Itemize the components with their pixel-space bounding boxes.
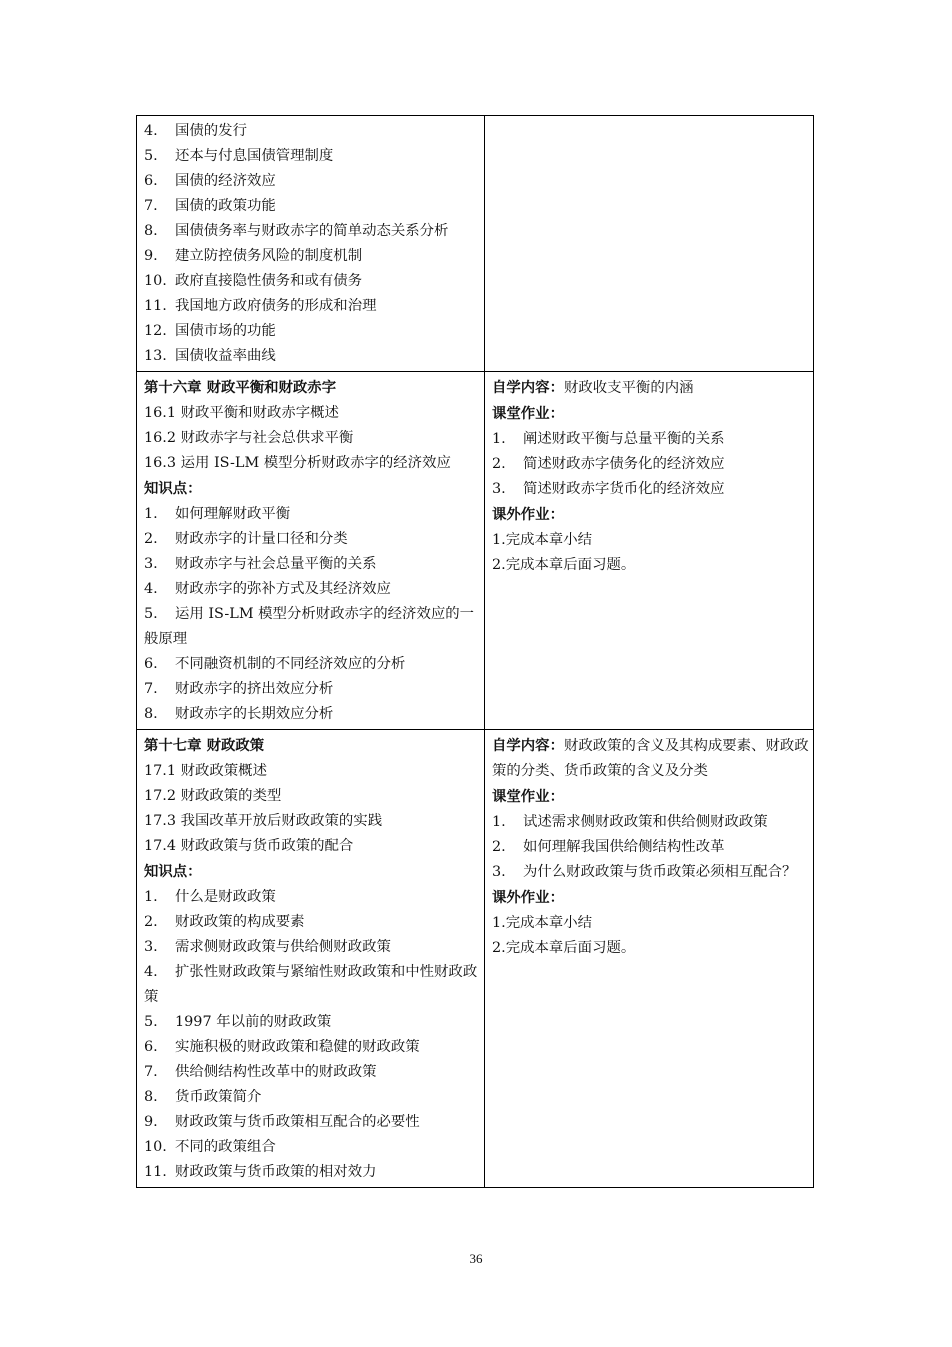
cell-line (144, 319, 481, 344)
cell-line (144, 1085, 481, 1110)
item-number: 9. (144, 1114, 158, 1130)
content-cell (137, 372, 485, 730)
item-number: 4. (144, 964, 158, 980)
cell-line (144, 677, 481, 702)
item-text: 政府直接隐性债务和或有债务 (175, 273, 363, 289)
cell-line (144, 144, 481, 169)
cell-line (492, 784, 810, 810)
item-text: 国债市场的功能 (175, 323, 276, 339)
item-number: 1. (492, 431, 506, 447)
cell-line (144, 1060, 481, 1085)
bold-heading: 课堂作业： (492, 405, 564, 422)
item-number: 12. (144, 323, 167, 339)
cell-line (144, 602, 481, 652)
item-text: 1.完成本章小结 (492, 915, 593, 931)
cell-line (144, 577, 481, 602)
cell-line (144, 169, 481, 194)
cell-line (144, 1035, 481, 1060)
cell-line (144, 375, 481, 401)
cell-line (144, 885, 481, 910)
content-cell (137, 116, 485, 372)
item-text: 不同融资机制的不同经济效应的分析 (175, 656, 406, 672)
item-number: 6. (144, 1039, 158, 1055)
cell-line (144, 652, 481, 677)
bold-heading: 自学内容： (492, 737, 564, 754)
item-number: 8. (144, 706, 158, 722)
cell-line (492, 427, 810, 452)
item-text: 如何理解我国供给侧结构性改革 (523, 839, 725, 855)
cell-line (144, 1110, 481, 1135)
item-number: 3. (492, 481, 506, 497)
item-text: 财政政策与货币政策相互配合的必要性 (175, 1114, 420, 1130)
cell-line (144, 194, 481, 219)
item-number: 11. (144, 1164, 167, 1180)
cell-line (144, 1160, 481, 1185)
item-text: 17.4 财政政策与货币政策的配合 (144, 838, 354, 854)
item-number: 3. (144, 939, 158, 955)
cell-line (492, 528, 810, 553)
item-text: 简述财政赤字货币化的经济效应 (523, 481, 725, 497)
item-text: 国债债务率与财政赤字的简单动态关系分析 (175, 223, 449, 239)
cell-line (144, 759, 481, 784)
item-number: 7. (144, 681, 158, 697)
cell-line (144, 502, 481, 527)
item-number: 5. (144, 1014, 158, 1030)
cell-line (492, 375, 810, 401)
bold-heading: 自学内容： (492, 379, 564, 396)
item-text: 建立防控债务风险的制度机制 (175, 248, 363, 264)
item-text: 财政赤字的弥补方式及其经济效应 (175, 581, 391, 597)
syllabus-table (136, 115, 814, 1188)
item-number: 1. (144, 506, 158, 522)
item-text: 2.完成本章后面习题。 (492, 557, 636, 573)
cell-line (144, 733, 481, 759)
item-text: 财政政策的含义及其构成要素、财政政策的分类、货币政策的含义及分类 (492, 738, 809, 779)
item-text: 什么是财政政策 (175, 889, 276, 905)
page-number: 36 (469, 1251, 483, 1266)
bold-heading: 知识点： (144, 863, 202, 880)
cell-line (144, 1135, 481, 1160)
item-text: 还本与付息国债管理制度 (175, 148, 334, 164)
item-text: 1997 年以前的财政政策 (175, 1014, 332, 1030)
table-row (137, 372, 814, 730)
item-text: 国债的政策功能 (175, 198, 276, 214)
item-number: 10. (144, 1139, 167, 1155)
cell-line (144, 219, 481, 244)
cell-line (144, 960, 481, 1010)
item-text: 财政政策与货币政策的相对效力 (175, 1164, 377, 1180)
item-text: 16.1 财政平衡和财政赤字概述 (144, 405, 339, 421)
item-text: 国债的经济效应 (175, 173, 276, 189)
assignment-cell (485, 116, 814, 372)
cell-line (492, 860, 810, 885)
cell-line (144, 476, 481, 502)
cell-line (144, 451, 481, 476)
item-number: 2. (492, 456, 506, 472)
item-text: 实施积极的财政政策和稳健的财政政策 (175, 1039, 420, 1055)
item-number: 5. (144, 606, 158, 622)
item-text: 财政赤字的计量口径和分类 (175, 531, 348, 547)
assignment-cell (485, 372, 814, 730)
item-text: 财政政策的构成要素 (175, 914, 305, 930)
item-text: 财政收支平衡的内涵 (563, 380, 694, 396)
item-text: 简述财政赤字债务化的经济效应 (523, 456, 725, 472)
cell-line (144, 809, 481, 834)
cell-line (144, 401, 481, 426)
cell-line (144, 910, 481, 935)
bold-heading: 第十六章 财政平衡和财政赤字 (144, 379, 337, 396)
cell-line (492, 401, 810, 427)
item-number: 2. (144, 531, 158, 547)
item-text: 财政赤字的长期效应分析 (175, 706, 334, 722)
item-number: 13. (144, 348, 167, 364)
cell-line (144, 294, 481, 319)
cell-line (144, 552, 481, 577)
bold-heading: 知识点： (144, 480, 202, 497)
item-text: 17.3 我国改革开放后财政政策的实践 (144, 813, 383, 829)
syllabus-table-body (137, 116, 814, 1188)
item-number: 3. (144, 556, 158, 572)
cell-line (144, 244, 481, 269)
bold-heading: 课外作业： (492, 889, 564, 906)
bold-heading: 课堂作业： (492, 788, 564, 805)
table-row (137, 116, 814, 372)
item-number: 3. (492, 864, 506, 880)
cell-line (492, 936, 810, 961)
item-number: 10. (144, 273, 167, 289)
cell-line (492, 733, 810, 784)
cell-line (492, 502, 810, 528)
item-number: 7. (144, 1064, 158, 1080)
item-text: 为什么财政政策与货币政策必须相互配合？ (523, 864, 797, 880)
item-number: 5. (144, 148, 158, 164)
cell-line (144, 834, 481, 859)
item-text: 17.2 财政政策的类型 (144, 788, 282, 804)
bold-heading: 第十七章 财政政策 (144, 737, 265, 754)
cell-line (144, 119, 481, 144)
cell-line (144, 426, 481, 451)
item-text: 财政赤字的挤出效应分析 (175, 681, 334, 697)
item-number: 4. (144, 581, 158, 597)
cell-line (144, 1010, 481, 1035)
item-text: 不同的政策组合 (175, 1139, 276, 1155)
item-text: 16.2 财政赤字与社会总供求平衡 (144, 430, 354, 446)
cell-line (492, 835, 810, 860)
cell-line (144, 784, 481, 809)
item-number: 1. (492, 814, 506, 830)
item-number: 11. (144, 298, 167, 314)
item-text: 扩张性财政政策与紧缩性财政政策和中性财政政策 (144, 964, 478, 1005)
item-text: 运用 IS-LM 模型分析财政赤字的经济效应的一般原理 (144, 606, 475, 647)
item-number: 7. (144, 198, 158, 214)
item-text: 需求侧财政政策与供给侧财政政策 (175, 939, 391, 955)
item-text: 供给侧结构性改革中的财政政策 (175, 1064, 377, 1080)
cell-line (492, 885, 810, 911)
cell-line (144, 859, 481, 885)
item-number: 1. (144, 889, 158, 905)
item-text: 阐述财政平衡与总量平衡的关系 (523, 431, 725, 447)
item-number: 2. (492, 839, 506, 855)
cell-line (492, 911, 810, 936)
item-text: 2.完成本章后面习题。 (492, 940, 636, 956)
cell-line (144, 935, 481, 960)
item-text: 我国地方政府债务的形成和治理 (175, 298, 377, 314)
item-text: 16.3 运用 IS-LM 模型分析财政赤字的经济效应 (144, 455, 451, 471)
item-text: 17.1 财政政策概述 (144, 763, 267, 779)
item-text: 国债收益率曲线 (175, 348, 276, 364)
cell-line (144, 269, 481, 294)
cell-line (492, 810, 810, 835)
cell-line (144, 344, 481, 369)
item-text: 货币政策简介 (175, 1089, 262, 1105)
cell-line (492, 553, 810, 578)
cell-line (492, 477, 810, 502)
item-number: 6. (144, 173, 158, 189)
item-text: 国债的发行 (175, 123, 247, 139)
bold-heading: 课外作业： (492, 506, 564, 523)
assignment-cell (485, 730, 814, 1188)
cell-line (144, 702, 481, 727)
item-number: 6. (144, 656, 158, 672)
item-number: 2. (144, 914, 158, 930)
cell-line (492, 452, 810, 477)
cell-line (144, 527, 481, 552)
table-row (137, 730, 814, 1188)
item-text: 如何理解财政平衡 (175, 506, 291, 522)
item-text: 试述需求侧财政政策和供给侧财政政策 (523, 814, 768, 830)
item-number: 9. (144, 248, 158, 264)
item-text: 财政赤字与社会总量平衡的关系 (175, 556, 377, 572)
item-number: 8. (144, 223, 158, 239)
content-cell (137, 730, 485, 1188)
item-number: 4. (144, 123, 158, 139)
item-text: 1.完成本章小结 (492, 532, 593, 548)
item-number: 8. (144, 1089, 158, 1105)
